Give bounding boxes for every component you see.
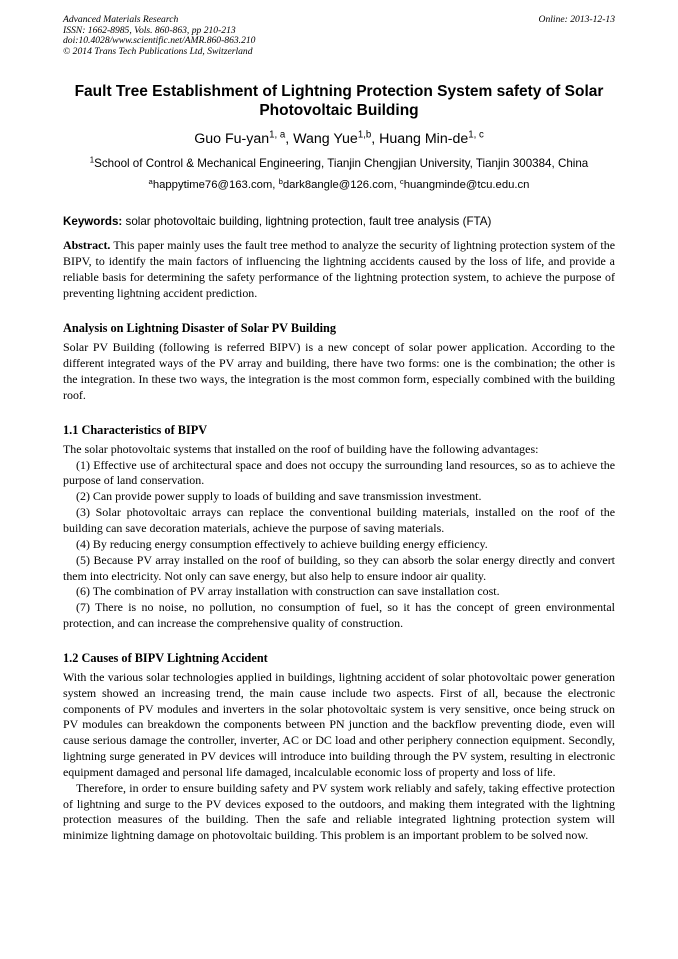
affiliation-text: School of Control & Mechanical Engineering, Tianjin Chengjian University, Tianjin 300384, China <box>94 157 589 170</box>
email-address[interactable]: dark8angle@126.com <box>282 179 394 191</box>
list-item: (1) Effective use of architectural space and does not occupy the surrounding land resources, so as to achieve the purpose of land conservation. <box>63 457 615 488</box>
author-separator: , <box>285 131 294 147</box>
affiliation-superscript: 1 <box>89 155 95 165</box>
section-heading: 1.1 Characteristics of BIPV <box>63 422 208 437</box>
list-item: (2) Can provide power supply to loads of building and save transmission investment. <box>76 489 482 504</box>
keywords <box>63 214 615 229</box>
keywords-text: solar photovoltaic building, lightning protection, fault tree analysis (FTA) <box>125 215 492 228</box>
author-name: Huang Min-de <box>379 131 469 147</box>
section-heading: 1.2 Causes of BIPV Lightning Accident <box>63 650 268 665</box>
copyright-line: © 2014 Trans Tech Publications Ltd, Switzerland <box>63 45 253 57</box>
author-name: Guo Fu-yan <box>194 131 270 147</box>
paper-title: Fault Tree Establishment of Lightning Protection System safety of Solar Photovoltaic Building <box>74 83 604 119</box>
section-heading: Analysis on Lightning Disaster of Solar PV Building <box>63 321 336 336</box>
online-date: Online: 2013-12-13 <box>538 14 615 25</box>
email-superscript: b <box>278 176 283 186</box>
list-item: (3) Solar photovoltaic arrays can replace the conventional building materials, installed on the roof of the building can save decoration materials, achieve the purpose of saving materials. <box>63 505 615 535</box>
email-superscript: c <box>399 176 404 186</box>
author-name: Wang Yue <box>293 131 358 147</box>
journal-name: Advanced Materials Research <box>63 14 179 25</box>
email-superscript: a <box>148 176 153 186</box>
affiliation <box>63 156 615 171</box>
email-separator: , <box>272 179 279 191</box>
abstract-text: This paper mainly uses the fault tree method to analyze the security of lightning protection system of the BIPV, to identify the main factors of influencing the lightning accidents caused by the loss of life, and provide a reliable basis for determining the safety performance of the lightning protection system, to achieve the purpose of preventing lightning accident prediction. <box>63 238 615 300</box>
email-address[interactable]: happytime76@163.com <box>152 179 273 191</box>
email-address[interactable]: huangminde@tcu.edu.cn <box>403 179 530 191</box>
issn-line: ISSN: 1662-8985, Vols. 860-863, pp 210-213 <box>63 24 236 36</box>
doi-line[interactable]: doi:10.4028/www.scientific.net/AMR.860-863.210 <box>63 35 256 47</box>
author-superscript: 1, a <box>269 129 286 141</box>
body-paragraph: The solar photovoltaic systems that installed on the roof of building have the following advantages: <box>63 441 539 456</box>
body-paragraph: Therefore, in order to ensure building safety and PV system work reliably and safely, taking effective protection of lightning and surge to the PV devices exposed to the outdoors, and making them integrated with the lightning protection measures of the building. Then the safe and reliable integrated lightning protection system will minimize lightning damage on photovoltaic building. This problem is an important problem to be solved now. <box>63 780 615 843</box>
author-superscript: 1,b <box>357 129 372 141</box>
author-list <box>63 130 615 148</box>
email-list <box>63 178 615 193</box>
keywords-label: Keywords: <box>63 215 123 228</box>
author-superscript: 1, c <box>468 129 484 141</box>
body-paragraph: With the various solar technologies applied in buildings, lightning accident of solar photovoltaic power generation system showed an increasing trend, the main cause include two aspects. First of all, because the electronic components of PV modules and inverters in the solar photovoltaic system is very sensitive, once being struck on PV modules can breakdown the components between PN junction and the backflow preventing diode, even will cause serious damage the controller, inverter, AC or DC load and other periphery connection equipment. Secondly, lightning surge generated in PV devices will introduce into building through the PV system, resulting in electronic equipment damaged and personal life damaged, incalculable economic loss of property and loss of life. <box>63 669 615 779</box>
list-item: (5) Because PV array installed on the roof of building, so they can absorb the solar energy directly and convert them into electricity. Not only can save energy, but also help to ensure indoor air quality. <box>63 552 615 583</box>
list-item: (7) There is no noise, no pollution, no consumption of fuel, so it has the concept of green environmental protection, and can increase the comprehensive quality of construction. <box>63 600 615 631</box>
abstract <box>63 238 615 301</box>
journal-header <box>63 15 615 57</box>
abstract-label: Abstract. <box>63 238 111 252</box>
author-separator: , <box>371 131 380 147</box>
list-item: (4) By reducing energy consumption effectively to achieve building energy efficiency. <box>76 536 488 551</box>
email-separator: , <box>393 179 400 191</box>
list-item: (6) The combination of PV array installation with construction can save installation cost. <box>76 584 500 599</box>
paper-body <box>63 238 615 844</box>
body-paragraph: Solar PV Building (following is referred BIPV) is a new concept of solar power application. According to the different integrated ways of the PV array and building, there have two forms: one is the combination; the other is the integration. In these two ways, the integration is the most common form, especially combined with the building roof. <box>63 340 615 402</box>
